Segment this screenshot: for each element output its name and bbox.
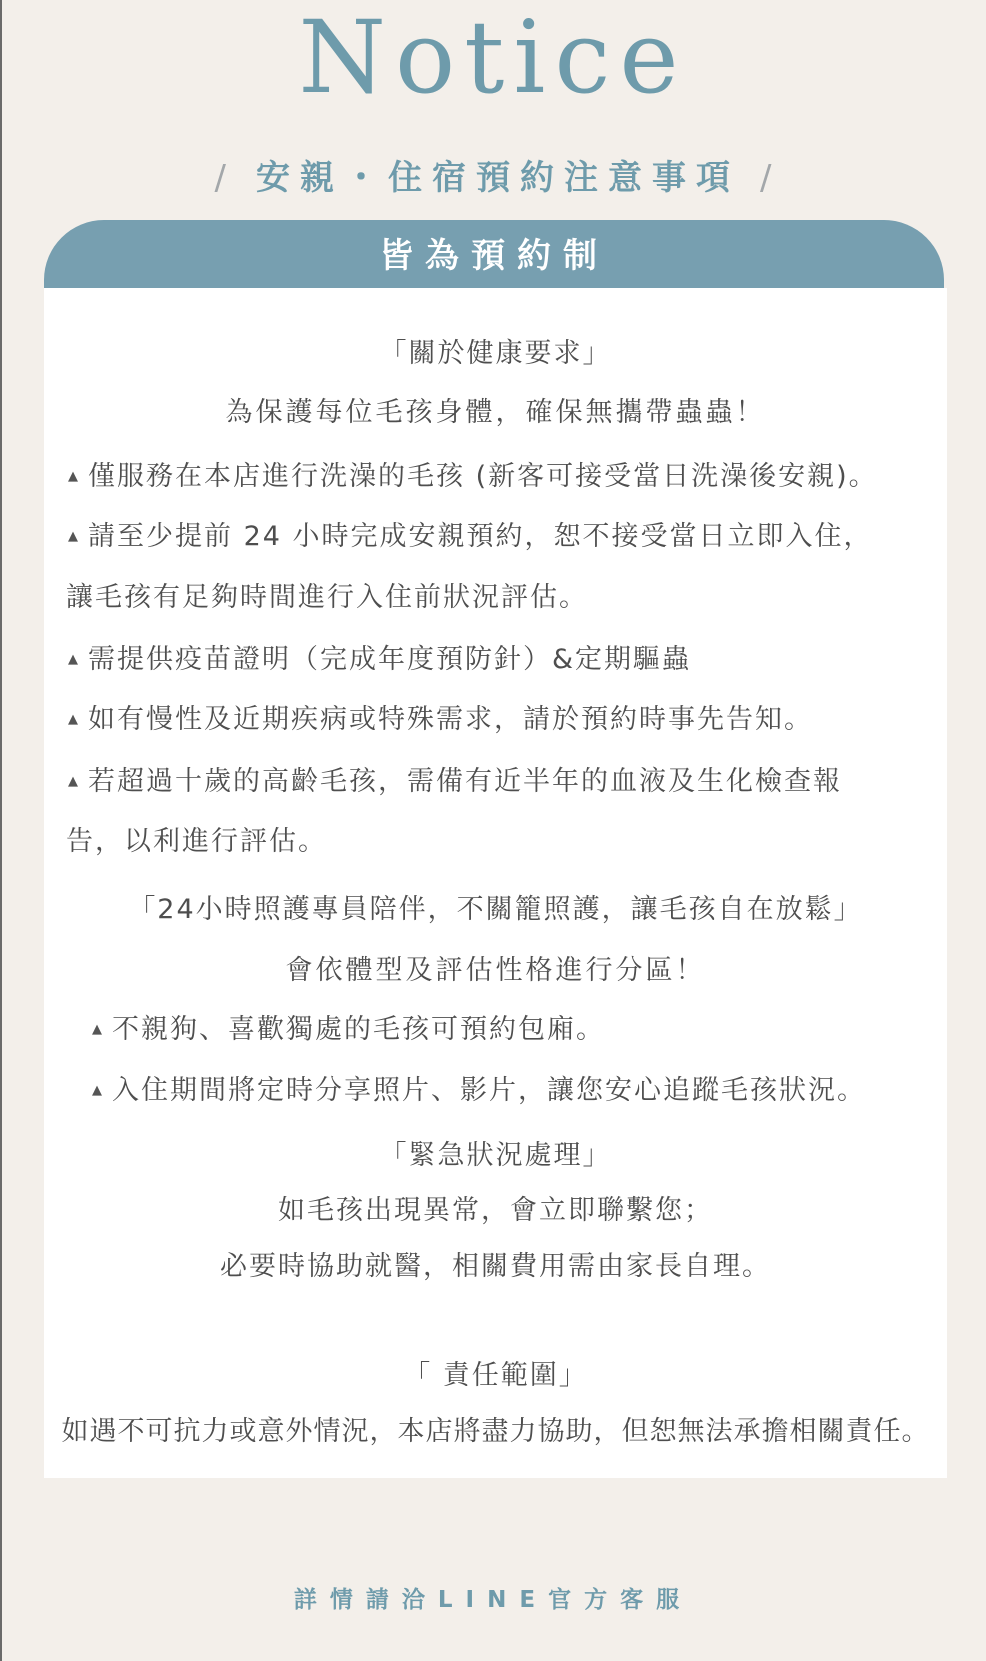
triangle-bullet-icon: ▲	[92, 1083, 102, 1098]
liability-line-1: 如遇不可抗力或意外情況，本店將盡力協助，但恕無法承擔相關責任。	[61, 1416, 930, 1447]
reservation-only-banner: 皆為預約制	[44, 220, 944, 288]
emergency-line-1: 如毛孩出現異常，會立即聯繫您；	[278, 1195, 713, 1226]
emergency-section-heading: 「緊急狀況處理」	[379, 1140, 612, 1171]
health-bullet-5-continued: 告，以利進行評估。	[66, 826, 327, 857]
care-bullet-2-text: 入住期間將定時分享照片、影片，讓您安心追蹤毛孩狀況。	[112, 1075, 866, 1106]
subtitle-slash-right: /	[760, 158, 772, 198]
care-section-heading: 「24小時照護專員陪伴，不關籠照護，讓毛孩自在放鬆」	[128, 894, 863, 925]
triangle-bullet-icon: ▲	[68, 529, 78, 544]
health-section-tagline: 為保護每位毛孩身體，確保無攜帶蟲蟲！	[225, 397, 766, 428]
triangle-bullet-icon: ▲	[68, 712, 78, 727]
health-bullet-4	[68, 700, 813, 740]
health-bullet-2-text: 請至少提前 24 小時完成安親預約，恕不接受當日立即入住，	[88, 521, 873, 552]
triangle-bullet-icon: ▲	[68, 652, 78, 667]
emergency-line-2: 必要時協助就醫，相關費用需由家長自理。	[220, 1251, 771, 1282]
health-bullet-3	[68, 640, 691, 680]
care-bullet-2	[92, 1071, 866, 1111]
health-bullet-5-text: 若超過十歲的高齡毛孩，需備有近半年的血液及生化檢查報	[88, 766, 842, 797]
health-bullet-2	[68, 517, 873, 557]
care-section-tagline: 會依體型及評估性格進行分區！	[285, 955, 706, 986]
health-bullet-1-text: 僅服務在本店進行洗澡的毛孩 (新客可接受當日洗澡後安親)。	[88, 461, 878, 492]
care-bullet-1-text: 不親狗、喜歡獨處的毛孩可預約包廂。	[112, 1014, 605, 1045]
page-left-border	[0, 0, 2, 1661]
health-bullet-2-continued: 讓毛孩有足夠時間進行入住前狀況評估。	[66, 582, 588, 613]
subtitle-slash-left: /	[214, 158, 226, 198]
page-title: Notice	[298, 0, 688, 116]
triangle-bullet-icon: ▲	[68, 469, 78, 484]
care-bullet-1	[92, 1010, 605, 1050]
page-subtitle	[0, 150, 986, 206]
line-contact-footer: 詳情請洽LINE官方客服	[293, 1587, 693, 1613]
liability-section-heading: 「 責任範圍」	[403, 1360, 588, 1391]
health-bullet-4-text: 如有慢性及近期疾病或特殊需求，請於預約時事先告知。	[88, 704, 813, 735]
health-section-heading: 「關於健康要求」	[379, 338, 612, 369]
health-bullet-1	[68, 457, 878, 497]
health-bullet-3-text: 需提供疫苗證明（完成年度預防針）&定期驅蟲	[88, 644, 692, 675]
subtitle-text: 安親・住宿預約注意事項	[256, 158, 740, 198]
triangle-bullet-icon: ▲	[92, 1022, 102, 1037]
triangle-bullet-icon: ▲	[68, 774, 78, 789]
health-bullet-5	[68, 762, 842, 802]
